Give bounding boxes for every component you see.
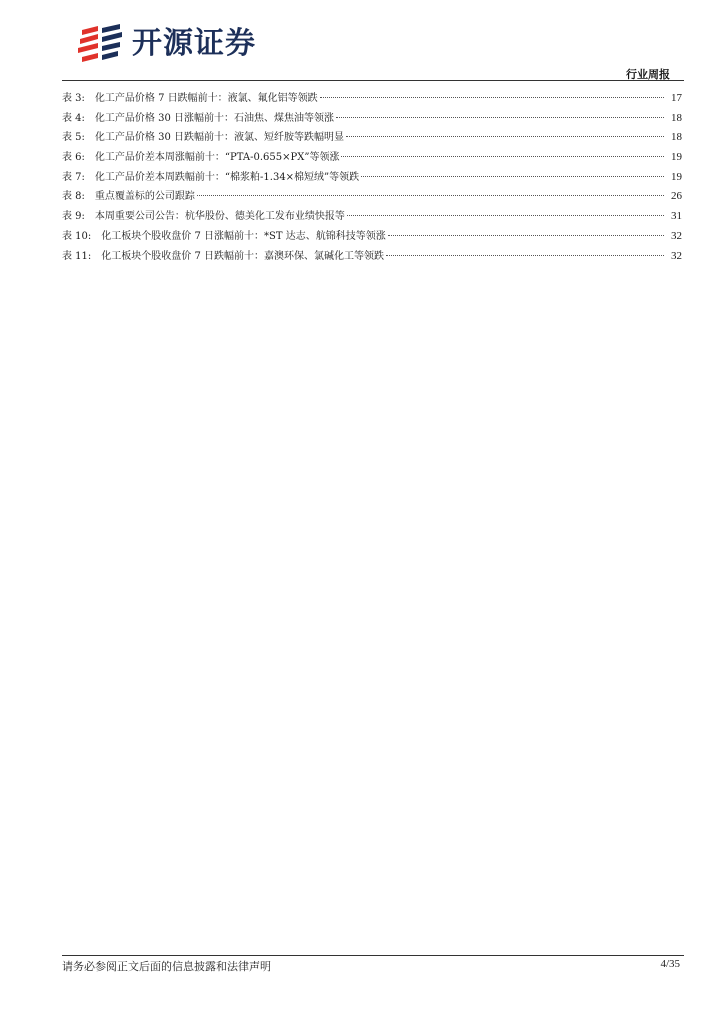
toc-entry[interactable] (62, 148, 682, 168)
toc-dot-leader (386, 255, 664, 256)
toc-entry-page: 19 (671, 151, 682, 164)
toc-entry-title: 化工产品价格 7 日跌幅前十：液氯、氟化铝等领跌 (94, 93, 318, 104)
toc-dot-leader (336, 117, 664, 118)
toc-entry[interactable] (62, 247, 682, 267)
toc-entry-label: 表 3: (62, 93, 85, 104)
toc-entry-page: 18 (671, 131, 682, 144)
toc-entry-label: 表 8: (62, 191, 85, 203)
toc-dot-leader (346, 136, 664, 137)
toc-entry-page: 32 (671, 229, 682, 242)
toc-entry-page: 19 (671, 170, 682, 183)
toc-dot-leader (347, 215, 664, 216)
toc-entry[interactable] (62, 168, 682, 188)
toc-entry-label: 表 9: (62, 211, 85, 223)
toc-entry-label: 表 11: (62, 250, 92, 262)
toc-entry[interactable] (62, 109, 682, 129)
toc-dot-leader (341, 156, 664, 157)
toc-entry-title: 化工产品价格 30 日涨幅前十：石油焦、煤焦油等领涨 (94, 112, 335, 124)
brand-logo-icon (76, 22, 126, 66)
toc-entry-title: 本周重要公司公告：杭华股份、德美化工发布业绩快报等 (94, 211, 345, 223)
page-number: 4/35 (660, 958, 680, 970)
footer-disclaimer: 请务必参阅正文后面的信息披露和法律声明 (62, 960, 271, 973)
toc-dot-leader (388, 235, 664, 236)
page-header (0, 0, 724, 82)
toc-entry-page: 32 (671, 249, 682, 262)
toc-entry-title: 化工产品价差本周跌幅前十：“棉浆粕-1.34×棉短绒”等领跌 (94, 171, 360, 183)
toc-dot-leader (320, 97, 664, 98)
toc-entry-title: 化工板块个股收盘价 7 日涨幅前十：*ST 达志、航锦科技等领涨 (101, 230, 386, 242)
toc-entry-label: 表 6: (62, 152, 85, 164)
toc-entry-title: 化工产品价格 30 日跌幅前十：液氯、短纤胺等跌幅明显 (94, 132, 345, 144)
toc-entry-page: 17 (671, 92, 682, 104)
toc-dot-leader (361, 176, 664, 177)
toc-entry-label: 表 10: (62, 230, 92, 242)
toc-entry[interactable] (62, 187, 682, 207)
toc-entry[interactable] (62, 227, 682, 247)
header-divider (62, 80, 684, 81)
toc-entry-page: 26 (671, 190, 682, 203)
brand-logo (76, 22, 256, 66)
report-type-label: 行业周报 (626, 68, 670, 81)
footer-divider (62, 955, 684, 956)
toc-entry-label: 表 7: (62, 171, 85, 183)
toc-entry-title: 重点覆盖标的公司跟踪 (94, 191, 195, 203)
toc-entry-title: 化工产品价差本周涨幅前十：“PTA-0.655×PX”等领涨 (94, 152, 340, 164)
toc-entry[interactable] (62, 128, 682, 148)
toc-entry-page: 18 (671, 111, 682, 124)
toc-entry-page: 31 (671, 210, 682, 223)
toc-entry[interactable] (62, 207, 682, 227)
toc-entry-label: 表 5: (62, 132, 85, 144)
toc-entry-title: 化工板块个股收盘价 7 日跌幅前十：嘉澳环保、氯碱化工等领跌 (101, 250, 385, 262)
toc-entry[interactable] (62, 89, 682, 109)
toc-entry-label: 表 4: (62, 112, 85, 124)
toc-dot-leader (197, 195, 664, 196)
brand-name: 开源证券 (132, 26, 256, 61)
table-of-contents (62, 89, 682, 266)
